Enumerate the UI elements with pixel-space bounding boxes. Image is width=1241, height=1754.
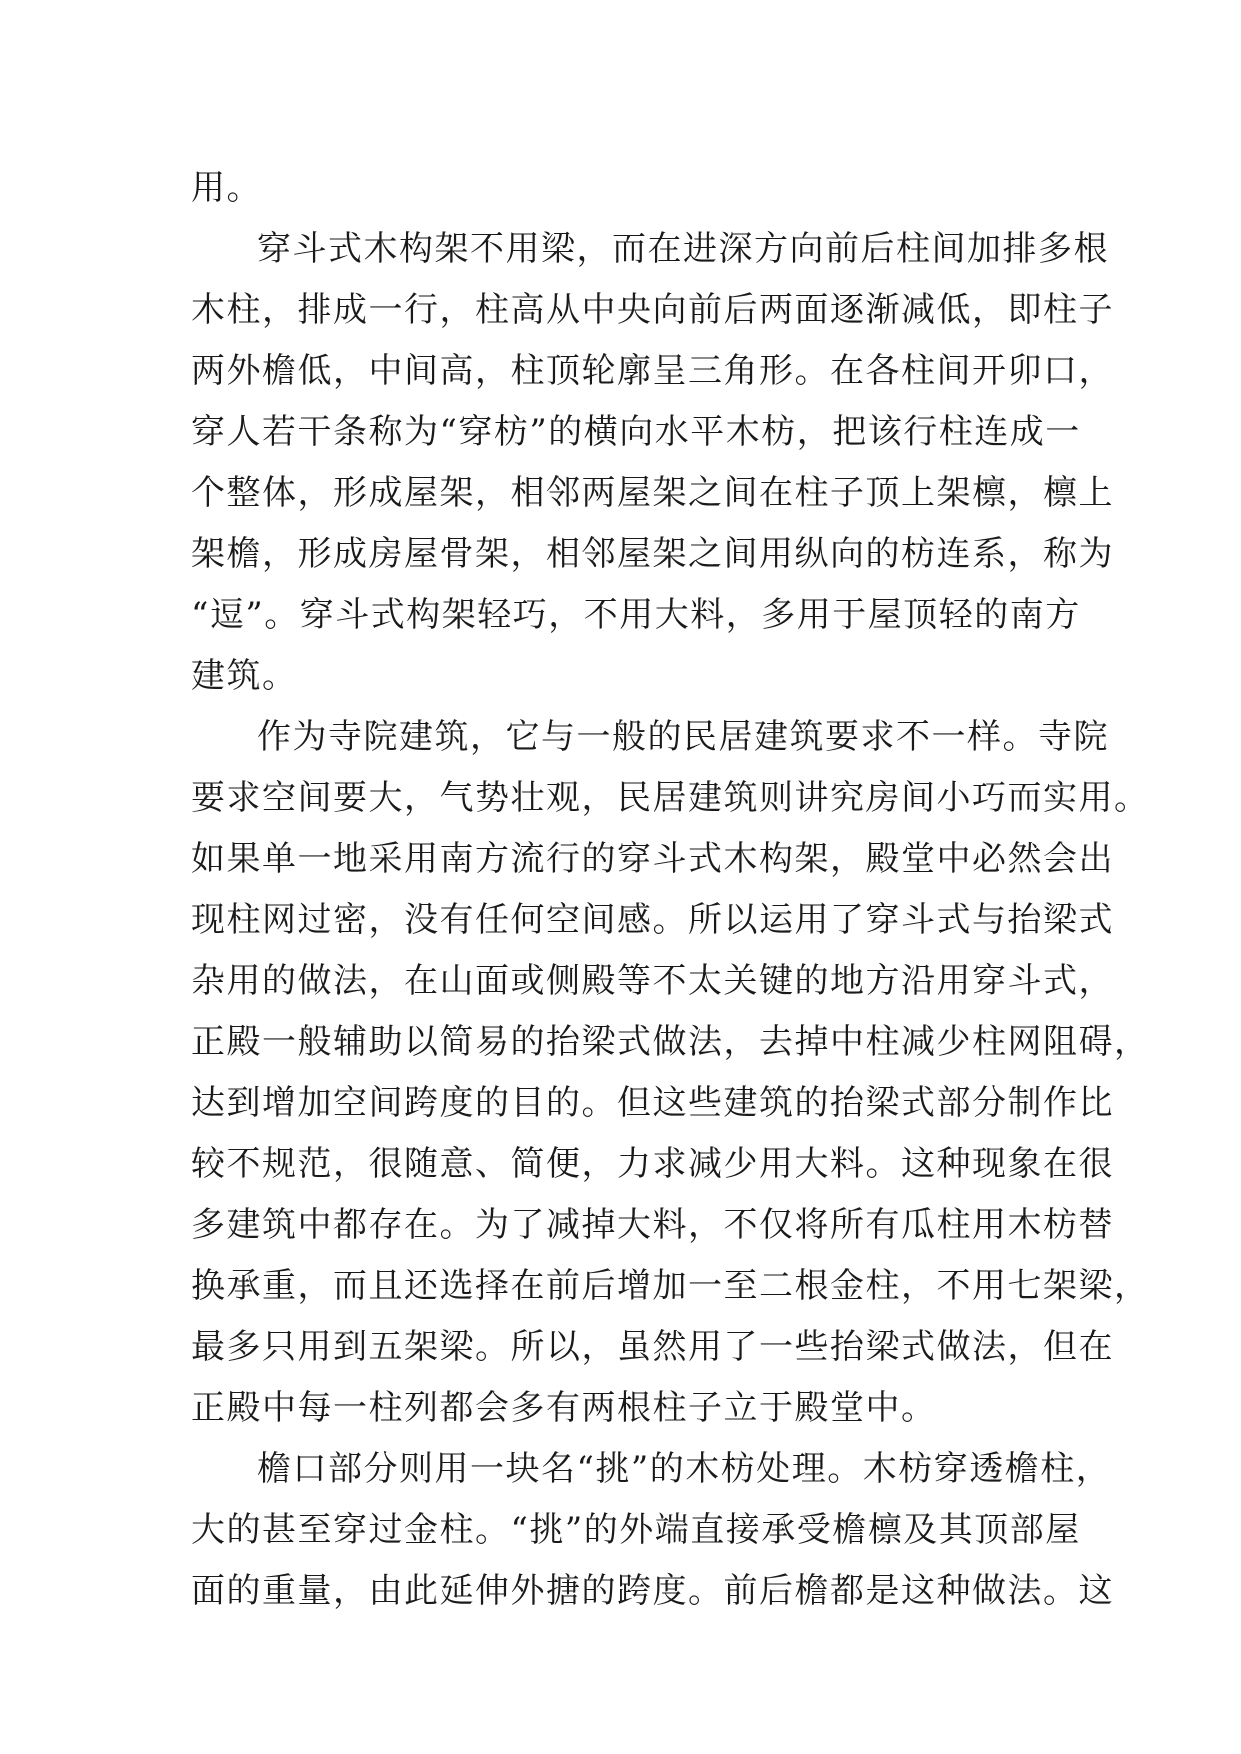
text-line: 要求空间要大，气势壮观，民居建筑则讲究房间小巧而实用。 (191, 778, 1150, 818)
text-line: 正殿一般辅助以简易的抬梁式做法，去掉中柱减少柱网阻碍， (191, 1022, 1150, 1062)
text-line: 两外檐低，中间高，柱顶轮廓呈三角形。在各柱间开卯口， (191, 351, 1114, 391)
body-text (191, 158, 1150, 1622)
text-line: 换承重，而且还选择在前后增加一至二根金柱，不用七架梁， (191, 1266, 1150, 1306)
text-line: 最多只用到五架梁。所以，虽然用了一些抬梁式做法，但在 (191, 1327, 1114, 1367)
text-line: 多建筑中都存在。为了减掉大料，不仅将所有瓜柱用木枋替 (191, 1205, 1114, 1245)
text-line: 达到增加空间跨度的目的。但这些建筑的抬梁式部分制作比 (191, 1083, 1114, 1123)
text-line: 檐口部分则用一块名“挑”的木枋处理。木枋穿透檐柱， (257, 1449, 1112, 1489)
text-line: 如果单一地采用南方流行的穿斗式木构架，殿堂中必然会出 (191, 839, 1114, 879)
text-line: 用。 (191, 168, 262, 208)
text-line: 大的甚至穿过金柱。“挑”的外端直接承受檐檩及其顶部屋 (191, 1510, 1081, 1550)
text-line: 作为寺院建筑，它与一般的民居建筑要求不一样。寺院 (257, 717, 1109, 757)
text-line: 正殿中每一柱列都会多有两根柱子立于殿堂中。 (191, 1388, 937, 1428)
text-line: 杂用的做法，在山面或侧殿等不太关键的地方沿用穿斗式， (191, 961, 1114, 1001)
text-line: 建筑。 (191, 656, 298, 696)
text-line: “逗”。穿斗式构架轻巧，不用大料，多用于屋顶轻的南方 (191, 595, 1081, 635)
text-line: 较不规范，很随意、简便，力求减少用大料。这种现象在很 (191, 1144, 1114, 1184)
text-line: 穿斗式木构架不用梁，而在进深方向前后柱间加排多根 (257, 229, 1109, 269)
text-line: 木柱，排成一行，柱高从中央向前后两面逐渐减低，即柱子 (191, 290, 1114, 330)
text-line: 现柱网过密，没有任何空间感。所以运用了穿斗式与抬梁式 (191, 900, 1114, 940)
text-line: 穿人若干条称为“穿枋”的横向水平木枋，把该行柱连成一 (191, 412, 1081, 452)
text-line: 面的重量，由此延伸外搪的跨度。前后檐都是这种做法。这 (191, 1571, 1114, 1611)
text-line: 个整体，形成屋架，相邻两屋架之间在柱子顶上架檩，檩上 (191, 473, 1114, 513)
text-line: 架檐，形成房屋骨架，相邻屋架之间用纵向的枋连系，称为 (191, 534, 1114, 574)
